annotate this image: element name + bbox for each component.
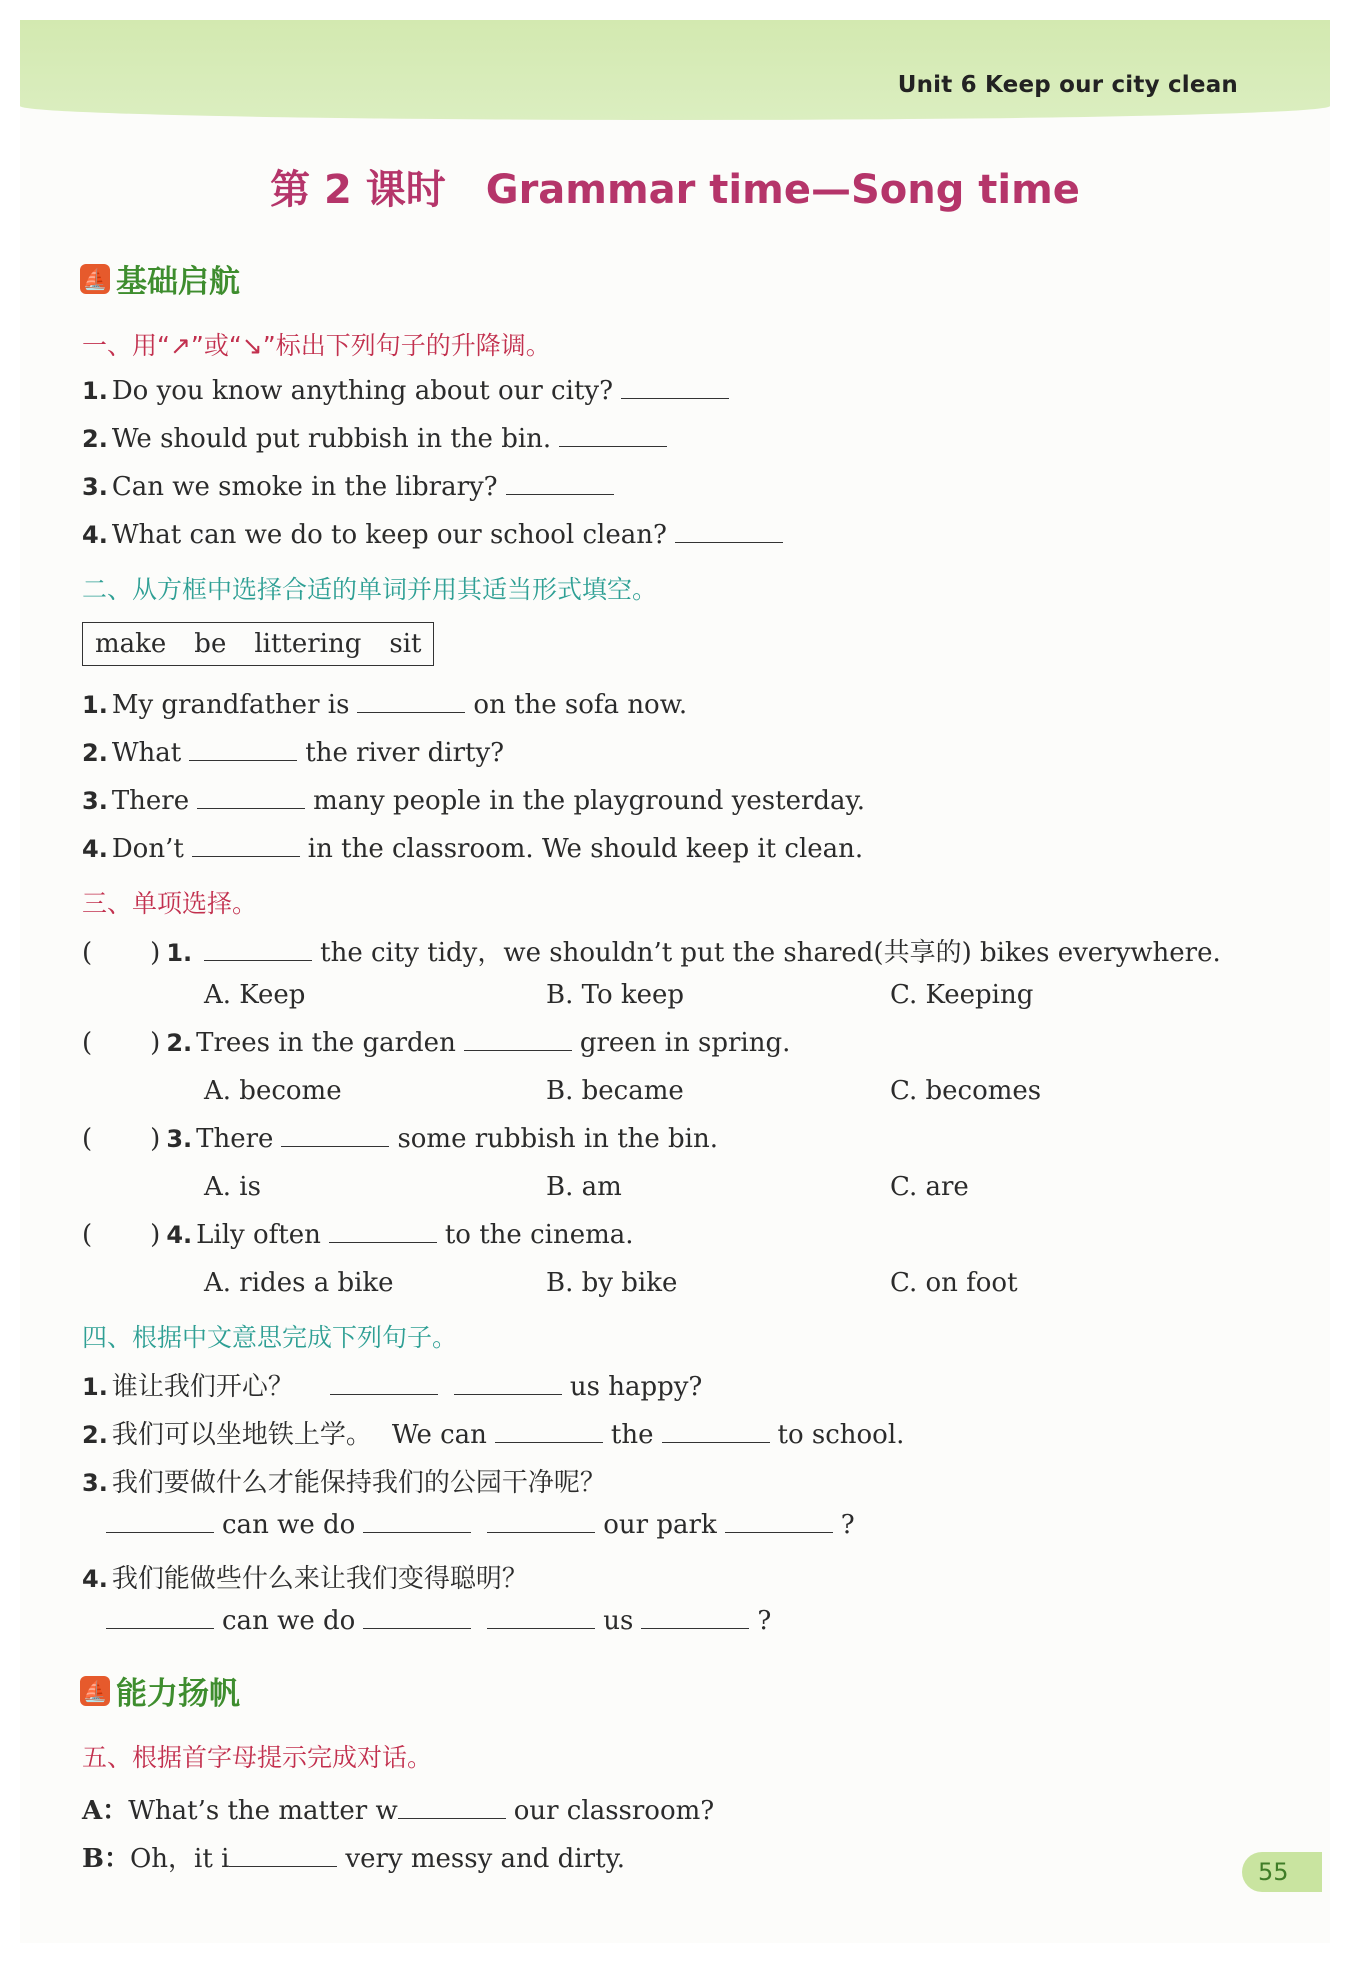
page-number: 55 [1242, 1852, 1322, 1892]
word: make [95, 629, 167, 659]
option[interactable]: C. on foot [890, 1268, 1018, 1298]
answer-blank[interactable] [559, 426, 667, 447]
answer-blank[interactable] [398, 1798, 506, 1819]
ability-badge-label: 能力扬帆 [116, 1676, 240, 1712]
answer-blank[interactable] [330, 1374, 438, 1395]
s1-item-2: 2. We should put rubbish in the bin. [82, 424, 675, 454]
answer-blank[interactable] [506, 474, 614, 495]
s3-item-1: ( ) 1. the city tidy，we shouldn’t put the shared(共享的) bikes everywhere. [82, 938, 1221, 968]
answer-blank[interactable] [641, 1608, 749, 1629]
answer-blank[interactable] [621, 378, 729, 399]
option[interactable]: A. Keep [204, 980, 306, 1010]
dialogue-line-b: B：Oh，it i very messy and dirty. [82, 1844, 626, 1874]
basic-badge [80, 256, 240, 301]
option[interactable]: A. rides a bike [204, 1268, 394, 1298]
answer-blank[interactable] [454, 1374, 562, 1395]
s4-item-4-answer: can we do us ? [106, 1606, 771, 1636]
s4-item-3-answer: can we do our park ? [106, 1510, 855, 1540]
option[interactable]: A. is [204, 1172, 261, 1202]
answer-blank[interactable] [204, 940, 312, 961]
s3-item-4: ( ) 4. Lily often to the cinema. [82, 1220, 634, 1250]
word: be [194, 629, 227, 659]
answer-blank[interactable] [357, 692, 465, 713]
lesson-title [0, 158, 1350, 215]
lesson-name: Grammar time—Song time [485, 167, 1080, 213]
section-2-heading: 二、从方框中选择合适的单词并用其适当形式填空。 [82, 575, 658, 604]
s2-item-1: 1. My grandfather is on the sofa now. [82, 690, 688, 720]
s4-item-3: 3. 我们要做什么才能保持我们的公园干净呢？ [82, 1468, 606, 1498]
s3-item-3: ( ) 3. There some rubbish in the bin. [82, 1124, 719, 1154]
section-4-heading: 四、根据中文意思完成下列句子。 [82, 1323, 458, 1352]
ability-badge [80, 1668, 240, 1713]
answer-blank[interactable] [725, 1512, 833, 1533]
option[interactable]: A. become [204, 1076, 342, 1106]
answer-blank[interactable] [495, 1422, 603, 1443]
s2-item-3: 3. There many people in the playground yesterday. [82, 786, 866, 816]
option[interactable]: B. by bike [546, 1268, 678, 1298]
s3-item-2: ( ) 2. Trees in the garden green in spring. [82, 1028, 791, 1058]
answer-blank[interactable] [229, 1846, 337, 1867]
answer-blank[interactable] [106, 1512, 214, 1533]
unit-label: Unit 6 Keep our city clean [897, 72, 1238, 98]
answer-blank[interactable] [281, 1126, 389, 1147]
s1-item-1: 1. Do you know anything about our city? [82, 376, 737, 406]
answer-blank[interactable] [662, 1422, 770, 1443]
basic-badge-label: 基础启航 [116, 264, 240, 300]
answer-blank[interactable] [192, 836, 300, 857]
s4-item-1: 1. 谁让我们开心？ us happy? [82, 1372, 703, 1402]
answer-blank[interactable] [197, 788, 305, 809]
answer-blank[interactable] [363, 1512, 471, 1533]
option[interactable]: C. Keeping [890, 980, 1034, 1010]
option[interactable]: B. To keep [546, 980, 685, 1010]
answer-blank[interactable] [329, 1222, 437, 1243]
word-box [82, 622, 434, 666]
answer-blank[interactable] [363, 1608, 471, 1629]
ship-icon: ⛵ [80, 264, 110, 294]
s2-item-2: 2. What the river dirty? [82, 738, 505, 768]
sail-icon: ⛵ [80, 1676, 110, 1706]
word: littering [254, 629, 362, 659]
lesson-number: 第 2 课时 [270, 167, 446, 213]
section-5-heading: 五、根据首字母提示完成对话。 [82, 1743, 433, 1772]
answer-blank[interactable] [189, 740, 297, 761]
answer-blank[interactable] [675, 522, 783, 543]
option[interactable]: B. am [546, 1172, 622, 1202]
answer-blank[interactable] [487, 1608, 595, 1629]
option[interactable]: C. becomes [890, 1076, 1042, 1106]
answer-blank[interactable] [487, 1512, 595, 1533]
answer-blank[interactable] [106, 1608, 214, 1629]
section-3-heading: 三、单项选择。 [82, 889, 258, 918]
s1-item-3: 3. Can we smoke in the library? [82, 472, 622, 502]
dialogue-line-a: A：What’s the matter w our classroom? [82, 1796, 715, 1826]
answer-blank[interactable] [464, 1030, 572, 1051]
option[interactable]: B. became [546, 1076, 684, 1106]
word: sit [389, 629, 422, 659]
section-1-heading: 一、用“↗”或“↘”标出下列句子的升降调。 [82, 331, 551, 360]
s1-item-4: 4. What can we do to keep our school clean? [82, 520, 791, 550]
s4-item-4: 4. 我们能做些什么来让我们变得聪明？ [82, 1564, 528, 1594]
s2-item-4: 4. Don’t in the classroom. We should keep it clean. [82, 834, 864, 864]
header-band [20, 20, 1330, 120]
option[interactable]: C. are [890, 1172, 969, 1202]
s4-item-2: 2. 我们可以坐地铁上学。 We can the to school. [82, 1420, 905, 1450]
